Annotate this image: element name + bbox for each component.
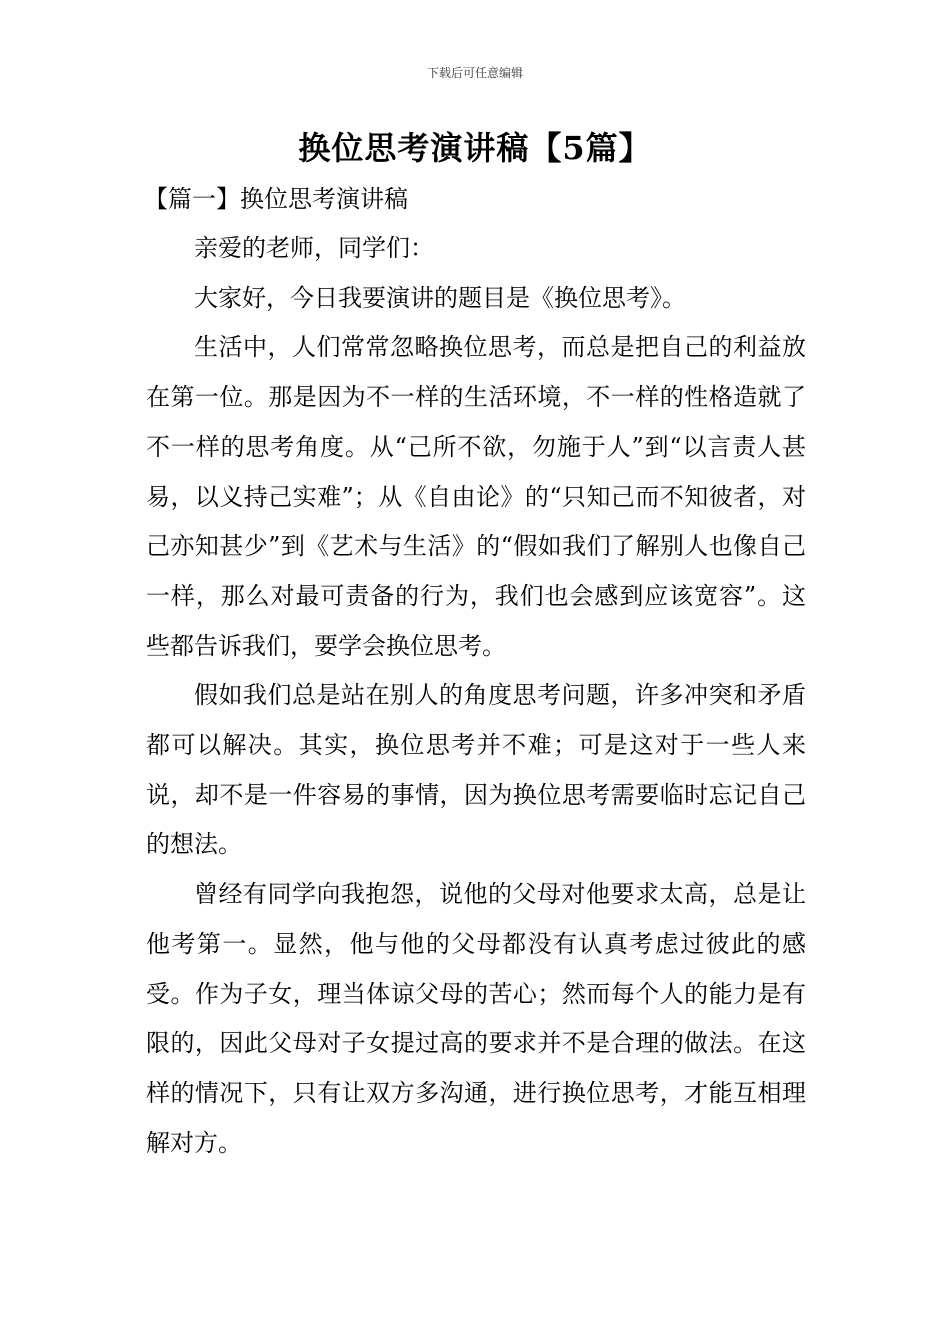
document-body [146,176,806,1168]
document-title: 换位思考演讲稿【5篇】 [298,129,652,167]
paragraph-body-1: 生活中，人们常常忽略换位思考，而总是把自己的利益放在第一位。那是因为不一样的生活环境，不一样的性格造就了不一样的思考角度。从“己所不欲，勿施于人”到“以言责人甚易，以义持己实难”；从《自由论》的“只知己而不知彼者，对己亦知甚少”到《艺术与生活》的“假如我们了解别人也像自己一样，那么对最可责备的行为，我们也会感到应该宽容”。这些都告诉我们，要学会换位思考。 [146,333,806,660]
paragraph-intro: 大家好，今日我要演讲的题目是《换位思考》。 [194,283,686,312]
paragraph-body-2: 假如我们总是站在别人的角度思考问题，许多冲突和矛盾都可以解决。其实，换位思考并不难；可是这对于一些人来说，却不是一件容易的事情，因为换位思考需要临时忘记自己的想法。 [146,681,806,859]
section-heading: 【篇一】换位思考演讲稿 [144,185,408,213]
page-header-note: 下载后可任意编辑 [426,66,523,80]
paragraph-body-3: 曾经有同学向我抱怨，说他的父母对他要求太高，总是让他考第一。显然，他与他的父母都没有认真考虑过彼此的感受。作为子女，理当体谅父母的苦心；然而每个人的能力是有限的，因此父母对子女提过高的要求并不是合理的做法。在这样的情况下，只有让双方多沟通，进行换位思考，才能互相理解对方。 [146,880,806,1157]
paragraph-greeting: 亲爱的老师，同学们： [194,234,434,262]
